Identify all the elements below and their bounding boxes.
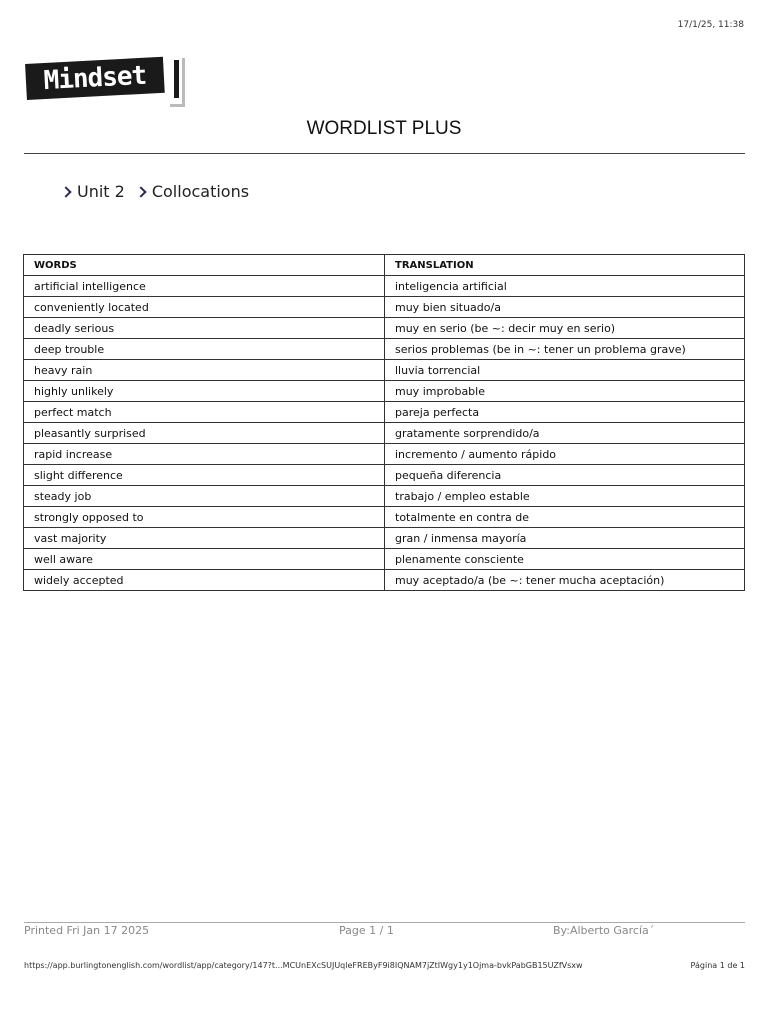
table-header-row <box>24 255 745 276</box>
table-row <box>24 486 745 507</box>
word-cell: deadly serious <box>24 318 385 339</box>
table-row <box>24 360 745 381</box>
page-footer <box>24 924 745 940</box>
word-cell: deep trouble <box>24 339 385 360</box>
translation-cell: muy en serio (be ~: decir muy en serio) <box>385 318 745 339</box>
breadcrumb-label: Unit 2 <box>77 182 125 201</box>
word-cell: slight difference <box>24 465 385 486</box>
word-cell: pleasantly surprised <box>24 423 385 444</box>
word-cell: artificial intelligence <box>24 276 385 297</box>
translation-cell: pareja perfecta <box>385 402 745 423</box>
table-row <box>24 570 745 591</box>
print-datetime: 17/1/25, 11:38 <box>677 20 744 30</box>
translation-cell: gran / inmensa mayoría <box>385 528 745 549</box>
logo-number-mark <box>170 58 185 107</box>
translation-cell: totalmente en contra de <box>385 507 745 528</box>
word-cell: vast majority <box>24 528 385 549</box>
translation-cell: muy aceptado/a (be ~: tener mucha aceptación) <box>385 570 745 591</box>
table-row <box>24 444 745 465</box>
table-row <box>24 423 745 444</box>
title-divider <box>24 153 745 154</box>
author-label: By:Alberto García´ <box>553 924 655 937</box>
table-row <box>24 276 745 297</box>
word-cell: well aware <box>24 549 385 570</box>
table-row <box>24 549 745 570</box>
translation-cell: trabajo / empleo estable <box>385 486 745 507</box>
table-row <box>24 339 745 360</box>
wordlist-table <box>23 254 745 591</box>
page-title: WORDLIST PLUS <box>306 118 462 139</box>
table-row <box>24 465 745 486</box>
breadcrumb-item-unit[interactable] <box>60 182 125 201</box>
column-header-words: WORDS <box>24 255 385 276</box>
translation-cell: muy improbable <box>385 381 745 402</box>
breadcrumb-item-category[interactable] <box>135 182 249 201</box>
translation-cell: lluvia torrencial <box>385 360 745 381</box>
translation-cell: pequeña diferencia <box>385 465 745 486</box>
chevron-right-icon <box>135 186 146 197</box>
translation-cell: inteligencia artificial <box>385 276 745 297</box>
column-header-translation: TRANSLATION <box>385 255 745 276</box>
table-row <box>24 507 745 528</box>
translation-cell: plenamente consciente <box>385 549 745 570</box>
logo-bar <box>25 57 165 100</box>
word-cell: conveniently located <box>24 297 385 318</box>
word-cell: widely accepted <box>24 570 385 591</box>
word-cell: heavy rain <box>24 360 385 381</box>
translation-cell: gratamente sorprendido/a <box>385 423 745 444</box>
translation-cell: incremento / aumento rápido <box>385 444 745 465</box>
logo-text: Mindset <box>42 60 147 97</box>
table-row <box>24 318 745 339</box>
table-row <box>24 402 745 423</box>
mindset-logo <box>24 58 184 108</box>
translation-cell: muy bien situado/a <box>385 297 745 318</box>
word-cell: rapid increase <box>24 444 385 465</box>
word-cell: highly unlikely <box>24 381 385 402</box>
table-row <box>24 381 745 402</box>
footer-divider <box>24 922 745 923</box>
page-url: https://app.burlingtonenglish.com/wordlist/app/category/147?t...MCUnEXcSUJUqleFREByF9i8IQNAM7jZtIWgy1y1Ojma-bvkPabGB15UZfVsxw <box>24 961 583 970</box>
table-row <box>24 528 745 549</box>
word-cell: perfect match <box>24 402 385 423</box>
translation-cell: serios problemas (be in ~: tener un problema grave) <box>385 339 745 360</box>
breadcrumb <box>60 182 259 201</box>
word-cell: steady job <box>24 486 385 507</box>
print-page-count: Página 1 de 1 <box>690 961 745 970</box>
printed-date: Printed Fri Jan 17 2025 <box>24 924 150 937</box>
word-cell: strongly opposed to <box>24 507 385 528</box>
breadcrumb-label: Collocations <box>151 182 250 201</box>
page-number: Page 1 / 1 <box>339 924 394 937</box>
chevron-right-icon <box>60 186 71 197</box>
table-row <box>24 297 745 318</box>
